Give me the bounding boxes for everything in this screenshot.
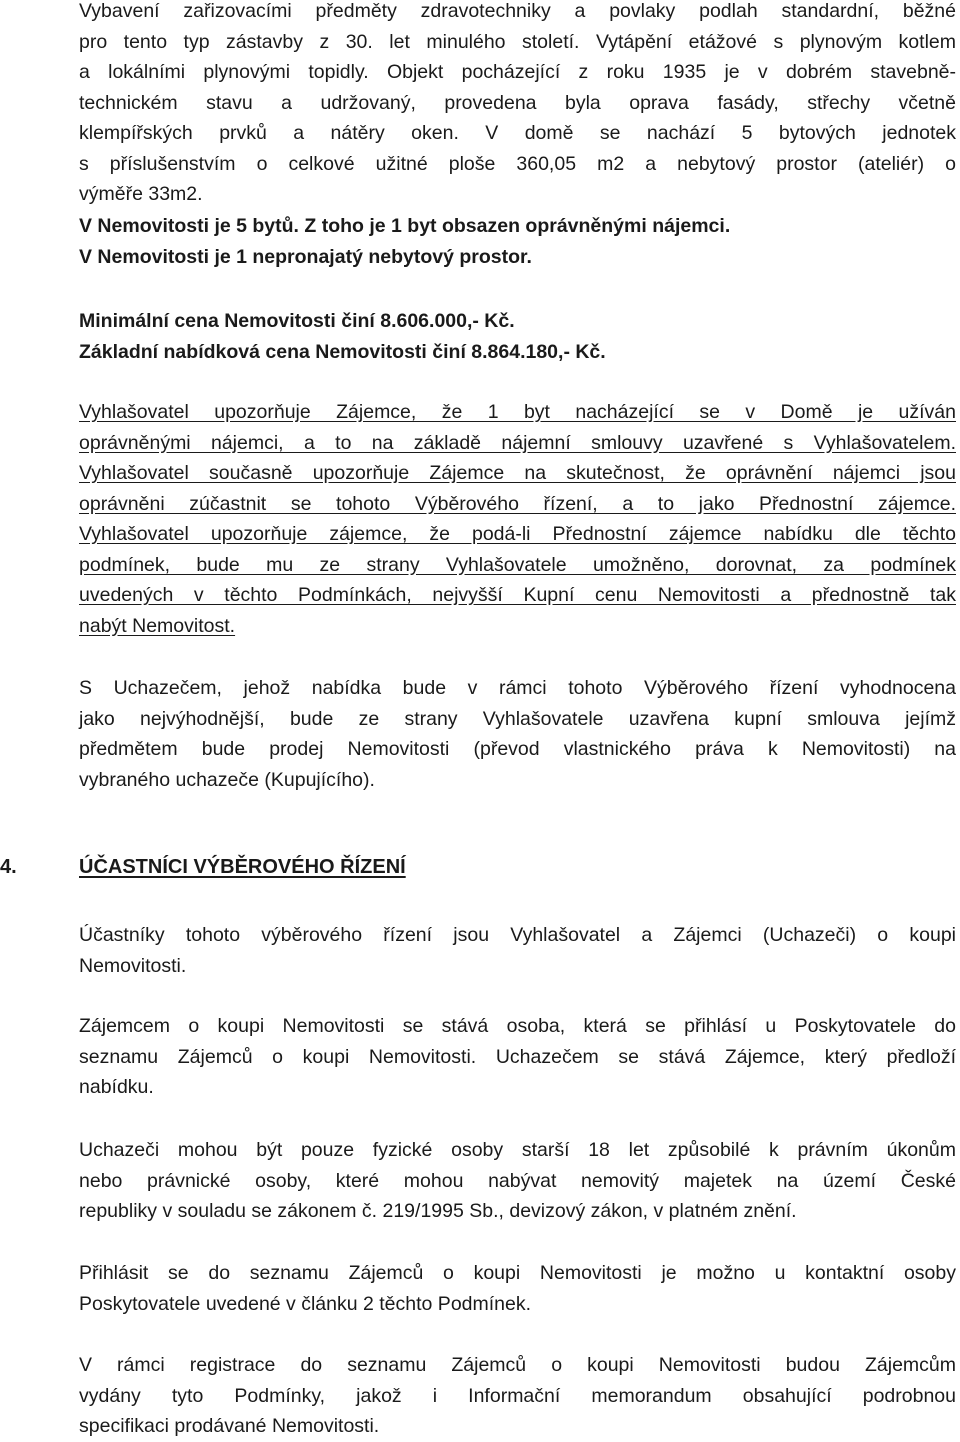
paragraph-line: Přihlásit se do seznamu Zájemců o koupi Nemovitosti je možno u kontaktní osoby	[79, 1262, 956, 1284]
intro-line: technickém stavu a udržovaný, provedena byla oprava fasády, střechy včetně	[79, 91, 956, 114]
notice-line: Vyhlašovatel upozorňuje Zájemce, že 1 byt nacházející se v Domě je užíván	[79, 401, 956, 423]
paragraph-line: Nemovitosti.	[79, 954, 187, 977]
notice-line: oprávněnými nájemci, a to na základě nájemní smlouvy uzavřené s Vyhlašovatelem.	[79, 431, 956, 454]
paragraph-line: nabídku.	[79, 1076, 154, 1098]
contract-line: předmětem bude prodej Nemovitosti (převod vlastnického práva k Nemovitosti) na	[79, 738, 956, 760]
tenant-notice	[79, 397, 956, 641]
contract-paragraph	[79, 673, 956, 795]
intro-line: klempířských prvků a nátěry oken. V domě se nachází 5 bytových jednotek	[79, 122, 956, 144]
notice-line: nabýt Nemovitost.	[79, 614, 236, 637]
minimum-price: Minimální cena Nemovitosti činí 8.606.000,- Kč.	[79, 310, 515, 332]
paragraph-line: Poskytovatele uvedené v článku 2 těchto Podmínek.	[79, 1292, 532, 1315]
fact-line: V Nemovitosti je 1 nepronajatý nebytový prostor.	[79, 245, 532, 268]
paragraph-line: republiky v souladu se zákonem č. 219/1995 Sb., devizový zákon, v platném znění.	[79, 1200, 797, 1222]
section-number: 4.	[0, 856, 17, 878]
intro-line: Vybavení zařizovacími předměty zdravotechniky a povlaky podlah standardní, běžné	[79, 0, 956, 22]
intro-line: výměře 33m2.	[79, 183, 203, 205]
bold-facts	[79, 211, 956, 272]
paragraph-line: nebo právnické osoby, které mohou nabývat nemovitý majetek na území České	[79, 1169, 956, 1192]
paragraph-line: vydány tyto Podmínky, jakož i Informační memorandum obsahující podrobnou	[79, 1384, 956, 1407]
contract-line: vybraného uchazeče (Kupujícího).	[79, 768, 375, 791]
notice-line: uvedených v těchto Podmínkách, nejvyšší Kupní cenu Nemovitosti a přednostně tak	[79, 584, 956, 606]
intro-line: a lokálními plynovými topidly. Objekt pocházející z roku 1935 je v dobrém stavebně-	[79, 61, 956, 83]
notice-line: Vyhlašovatel současně upozorňuje Zájemce na skutečnost, že oprávnění nájemci jsou	[79, 462, 956, 484]
contract-line: S Uchazečem, jehož nabídka bude v rámci tohoto Výběrového řízení vyhodnocena	[79, 677, 956, 699]
fact-line: V Nemovitosti je 5 bytů. Z toho je 1 byt obsazen oprávněnými nájemci.	[79, 215, 731, 237]
contract-line: jako nejvýhodnější, bude ze strany Vyhlašovatele uzavřena kupní smlouva jejímž	[79, 707, 956, 730]
documents-paragraph	[79, 1350, 956, 1442]
participants-paragraph	[79, 920, 956, 981]
applicant-paragraph	[79, 1011, 956, 1103]
paragraph-line: specifikaci prodávané Nemovitosti.	[79, 1415, 380, 1437]
price-info	[79, 306, 956, 367]
section-title: ÚČASTNÍCI VÝBĚROVÉHO ŘÍZENÍ	[79, 856, 406, 878]
notice-line: oprávněni zúčastnit se tohoto Výběrového řízení, a to jako Přednostní zájemce.	[79, 492, 956, 515]
paragraph-line: Účastníky tohoto výběrového řízení jsou Vyhlašovatel a Zájemci (Uchazeči) o koupi	[79, 924, 956, 946]
paragraph-line: V rámci registrace do seznamu Zájemců o koupi Nemovitosti budou Zájemcům	[79, 1354, 956, 1376]
notice-line: podmínek, bude mu ze strany Vyhlašovatele umožněno, dorovnat, za podmínek	[79, 553, 956, 576]
eligibility-paragraph	[79, 1135, 956, 1227]
intro-line: pro tento typ zástavby z 30. let minulého století. Vytápění etážové s plynovým kotlem	[79, 30, 956, 53]
notice-line: Vyhlašovatel upozorňuje zájemce, že podá-li Přednostní zájemce nabídku dle těchto	[79, 523, 956, 545]
intro-paragraph	[79, 0, 956, 210]
paragraph-line: Zájemcem o koupi Nemovitosti se stává osoba, která se přihlásí u Poskytovatele do	[79, 1015, 956, 1037]
section-heading	[0, 856, 960, 888]
paragraph-line: Uchazeči mohou být pouze fyzické osoby starší 18 let způsobilé k právním úkonům	[79, 1139, 956, 1161]
base-offer-price: Základní nabídková cena Nemovitosti činí 8.864.180,- Kč.	[79, 340, 606, 363]
intro-line: s příslušenstvím o celkové užitné ploše 360,05 m2 a nebytový prostor (ateliér) o	[79, 152, 956, 175]
paragraph-line: seznamu Zájemců o koupi Nemovitosti. Uchazečem se stává Zájemce, který předloží	[79, 1045, 956, 1068]
registration-paragraph	[79, 1258, 956, 1319]
